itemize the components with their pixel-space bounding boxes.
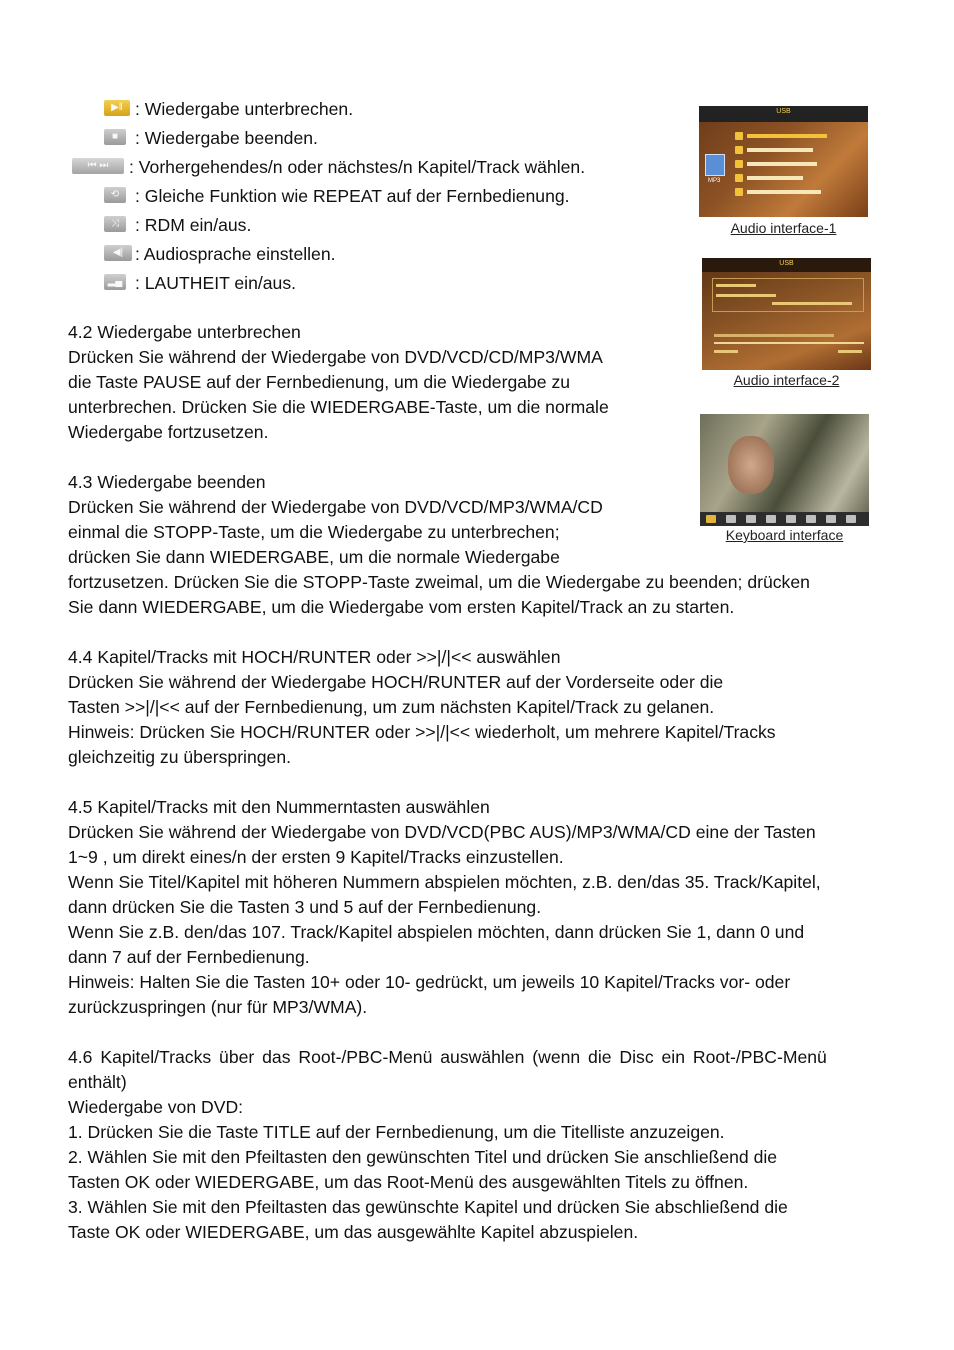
text-line: gleichzeitig zu überspringen. [68,747,291,767]
loudness-icon: ▂▄ [104,274,126,290]
text-line: 2. Wählen Sie mit den Pfeiltasten den gewünschten Titel und drücken Sie anschließend die [68,1147,778,1167]
text-line: 1. Drücken Sie die Taste TITLE auf der Fernbedienung, um die Titelliste anzuzeigen. [68,1122,725,1142]
text-line: Drücken Sie während der Wiedergabe von DVD/VCD/MP3/WMA/CD [68,497,603,517]
text-line: 1~9 , um direkt eines/n der ersten 9 Kapitel/Tracks einzustellen. [68,847,564,867]
text-line: Drücken Sie während der Wiedergabe von DVD/VCD/CD/MP3/WMA [68,347,603,367]
text-line: Sie dann WIEDERGABE, um die Wiedergabe vom ersten Kapitel/Track an zu starten. [68,597,735,617]
text-line: Wiedergabe fortzusetzen. [68,422,269,442]
mp3-label: MP3 [708,178,721,184]
figure-caption: Audio interface-1 [730,220,837,236]
section-heading-4-6: 4.6 Kapitel/Tracks über das Root-/PBC-Menü auswählen (wenn die Disc ein Root-/PBC-Menü [68,1047,827,1067]
text-line: drücken Sie dann WIEDERGABE, um die normale Wiedergabe [68,547,560,567]
text-line: zurückzuspringen (nur für MP3/WMA). [68,997,368,1017]
screen-header: USB [779,260,794,267]
text-line: die Taste PAUSE auf der Fernbedienung, um die Wiedergabe zu [68,372,571,392]
audio-interface-1-screenshot [699,106,868,217]
playback-toolbar [700,512,869,526]
audio-interface-2-screenshot [702,258,871,370]
text-line: unterbrechen. Drücken Sie die WIEDERGABE-Taste, um die normale [68,397,609,417]
figure-caption: Audio interface-2 [733,372,840,388]
text-line: Drücken Sie während der Wiedergabe von DVD/VCD(PBC AUS)/MP3/WMA/CD eine der Tasten [68,822,816,842]
text-line: Tasten OK oder WIEDERGABE, um das Root-Menü des ausgewählten Titels zu öffnen. [68,1172,749,1192]
text-line: Tasten >>|/|<< auf der Fernbedienung, um zum nächsten Kapitel/Track zu gelanen. [68,697,715,717]
text-line: Wiedergabe von DVD: [68,1097,244,1117]
text-line: fortzusetzen. Drücken Sie die STOPP-Taste zweimal, um die Wiedergabe zu beenden; drücken [68,572,810,592]
repeat-icon: ⟲ [104,187,126,203]
section-heading-4-2: 4.2 Wiedergabe unterbrechen [68,322,301,342]
text-line: 3. Wählen Sie mit den Pfeiltasten das gewünschte Kapitel und drücken Sie abschließend die [68,1197,788,1217]
text-line: Wenn Sie Titel/Kapitel mit höheren Nummern abspielen möchten, z.B. den/das 35. Track/Kapitel, [68,872,821,892]
pause-icon: ▶‖ [104,100,130,116]
section-heading-4-4: 4.4 Kapitel/Tracks mit HOCH/RUNTER oder >>|/|<< auswählen [68,647,561,667]
text-line: Hinweis: Drücken Sie HOCH/RUNTER oder >>|/|<< wiederholt, um mehrere Kapitel/Tracks [68,722,776,742]
text-line: einmal die STOPP-Taste, um die Wiedergabe zu unterbrechen; [68,522,560,542]
folder-icon [705,154,725,176]
text-line: Wenn Sie z.B. den/das 107. Track/Kapitel abspielen möchten, dann drücken Sie 1, dann 0 und [68,922,805,942]
section-heading-4-3: 4.3 Wiedergabe beenden [68,472,266,492]
text-line: Taste OK oder WIEDERGABE, um das ausgewählte Kapitel abzuspielen. [68,1222,639,1242]
prev-next-icon: ⏮ ⏭ [72,158,124,174]
stop-icon: ■ [104,129,126,145]
text-line: enthält) [68,1072,127,1092]
text-line: dann drücken Sie die Tasten 3 und 5 auf der Fernbedienung. [68,897,542,917]
keyboard-interface-screenshot [700,414,869,526]
section-heading-4-5: 4.5 Kapitel/Tracks mit den Nummerntasten auswählen [68,797,490,817]
screen-header: USB [776,108,791,115]
text-line: dann 7 auf der Fernbedienung. [68,947,310,967]
audio-language-icon: ◀| [104,245,132,261]
text-line: Drücken Sie während der Wiedergabe HOCH/RUNTER auf der Vorderseite oder die [68,672,724,692]
shuffle-icon: ⤨ [104,216,126,232]
figure-caption: Keyboard interface [725,527,844,543]
text-line: Hinweis: Halten Sie die Tasten 10+ oder 10- gedrückt, um jeweils 10 Kapitel/Tracks vor- oder [68,972,791,992]
